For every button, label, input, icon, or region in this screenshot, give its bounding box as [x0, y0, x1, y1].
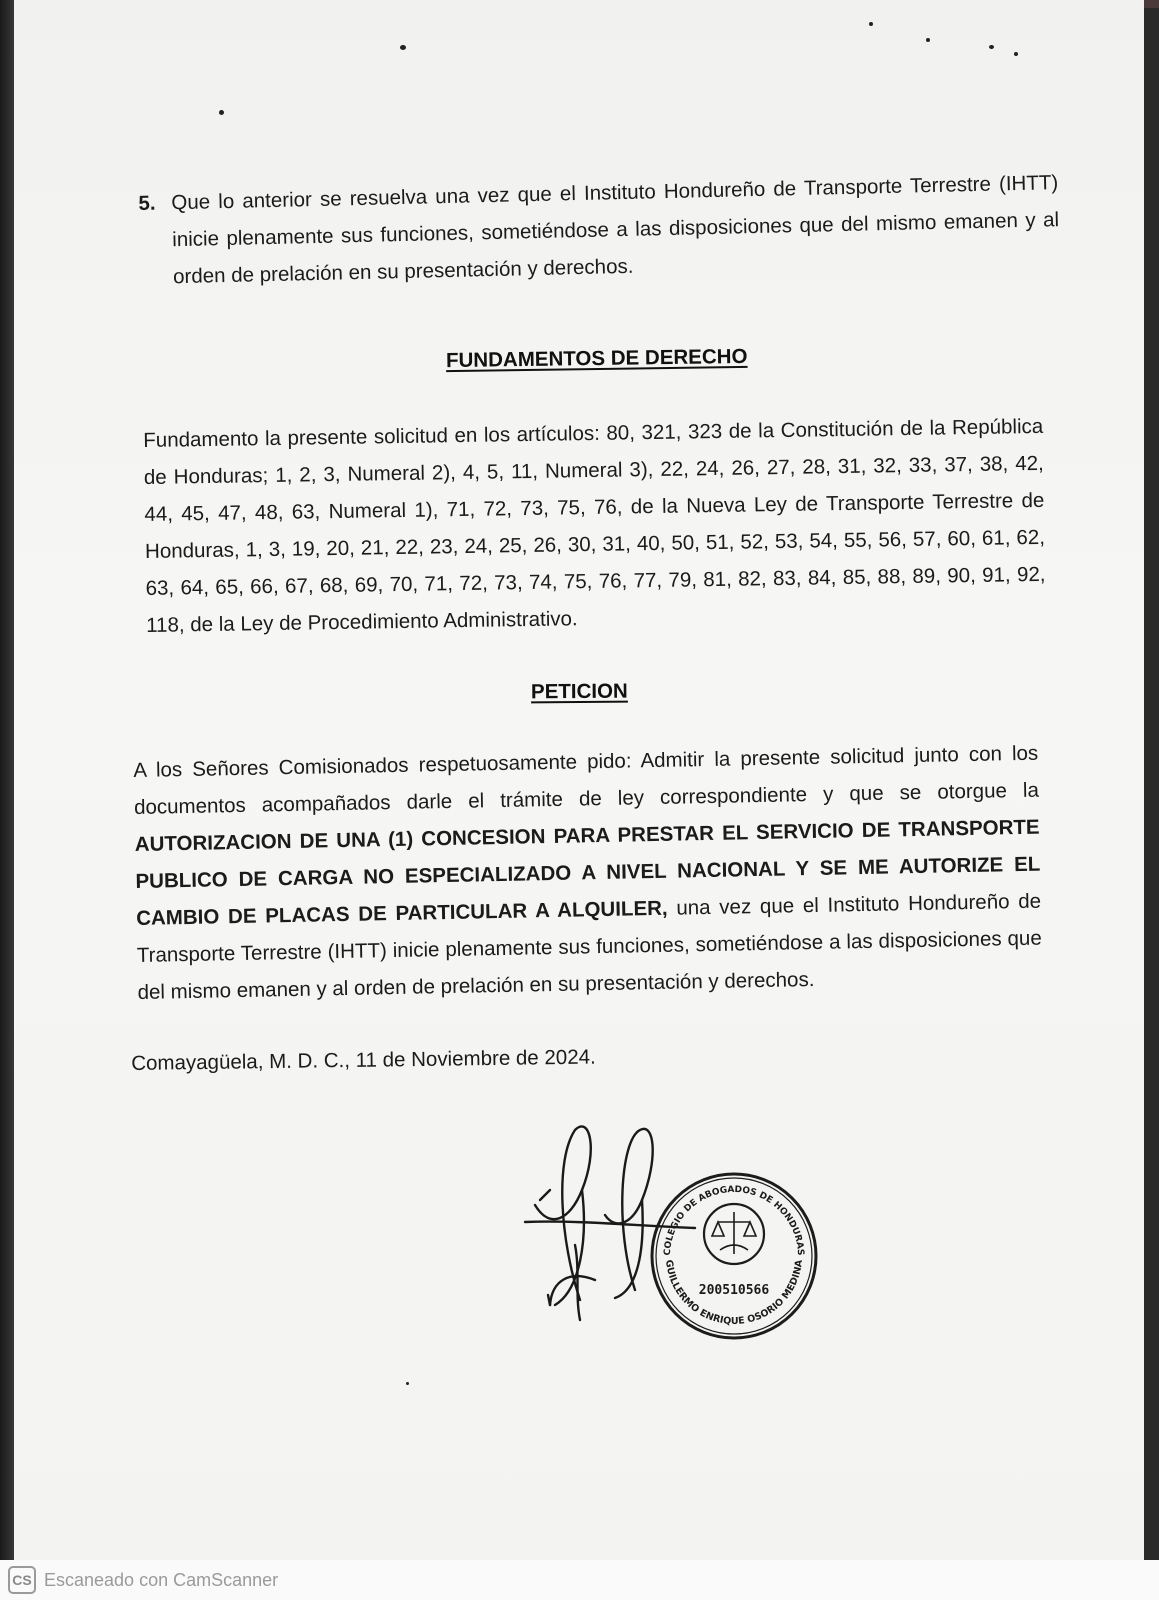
peticion-bold-request: AUTORIZACION DE UNA (1) CONCESION PARA PRESTAR EL SERVICIO DE TRANSPORTE PUBLICO DE CARGA NO ESPECIALIZADO A NIVEL NACIONAL Y SE ME AUTORIZE EL CAMBIO DE PLACAS DE PARTICULAR A ALQUILER,	[134, 815, 1041, 930]
item-5-text: Que lo anterior se resuelva una vez que el Instituto Hondureño de Transporte Terrestre (IHTT) inicie plenamente sus funciones, sometiéndose a las disposiciones que del mismo emanen y al orden de prelación en su presentación y derechos.	[171, 171, 1060, 289]
item-5	[138, 164, 1060, 296]
scanner-footer	[0, 1560, 1159, 1600]
peticion-text	[133, 735, 1043, 1011]
scan-speck	[219, 110, 224, 115]
peticion-rest: una vez que el Instituto Hondureño de Transporte Terrestre (IHTT) inicie plenamente sus funciones, sometiéndose a las disposiciones que del mismo emanen y al orden de prelación en su presentación y derechos.	[136, 889, 1042, 1004]
scanner-watermark-text: Escaneado con CamScanner	[44, 1569, 279, 1590]
scan-speck	[1014, 52, 1018, 56]
scan-speck	[400, 45, 406, 50]
scan-speck	[869, 22, 873, 26]
item-5-number: 5.	[138, 191, 156, 215]
fundamentos-text: Fundamento la presente solicitud en los artículos: 80, 321, 323 de la Constitución de la República de Honduras; 1, 2, 3, Numeral 2), 4, 5, 11, Numeral 3), 22, 24, 26, 27, 28, 31, 32, 33, 37, 38, 42, 44, 45, 47, 48, 63, Numeral 1), 71, 72, 73, 75, 76, de la Nueva Ley de Transporte Terrestre de Honduras, 1, 3, 19, 20, 21, 22, 23, 24, 25, 26, 30, 31, 40, 50, 51, 52, 53, 54, 55, 56, 57, 60, 61, 62, 63, 64, 65, 66, 67, 68, 69, 70, 71, 72, 73, 74, 75, 76, 77, 79, 81, 82, 83, 84, 85, 88, 89, 90, 91, 92, 118, de la Ley de Procedimiento Administrativo.	[143, 414, 1046, 637]
scan-speck	[926, 38, 930, 42]
peticion-heading: PETICION	[530, 679, 628, 704]
camscanner-logo-icon: CS	[8, 1566, 36, 1594]
stamp-bottom-text: GUILLERMO ENRIQUE OSORIO MEDINA	[663, 1259, 805, 1328]
stamp-number: 200510566	[698, 1283, 770, 1298]
scan-speck	[989, 45, 994, 49]
scan-speck	[406, 1382, 409, 1385]
place-date: Comayagüela, M. D. C., 11 de Noviembre de 2024.	[131, 1045, 596, 1075]
peticion-intro: A los Señores Comisionados respetuosamente pido: Admitir la presente solicitud junto con los documentos acompañados darle el trámite de ley correspondiente y que se otorgue la	[133, 741, 1040, 819]
fundamentos-heading: FUNDAMENTOS DE DERECHO	[445, 344, 748, 373]
lawyer-stamp	[648, 1170, 820, 1342]
stamp-top-text: COLEGIO DE ABOGADOS DE HONDURAS	[662, 1184, 806, 1256]
